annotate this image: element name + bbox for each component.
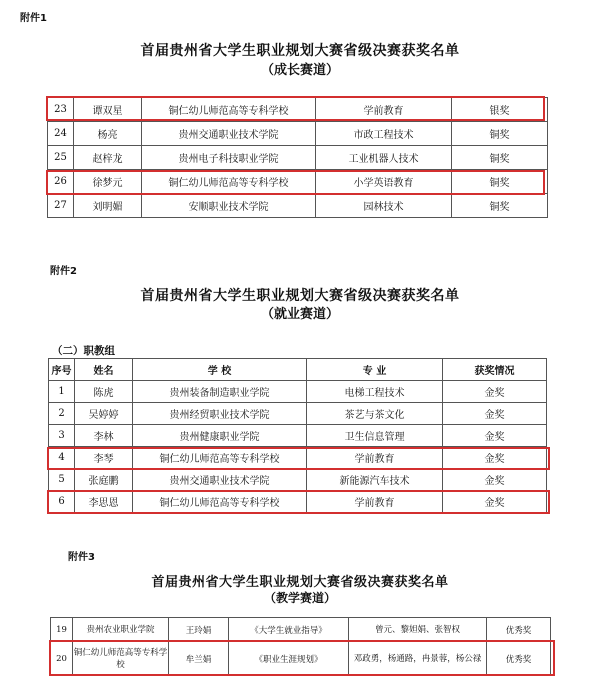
cell-award: 金奖 — [443, 491, 547, 513]
doc2-subtitle: （就业赛道） — [260, 307, 339, 322]
table-row — [51, 618, 551, 642]
cell-no: 6 — [49, 491, 75, 513]
cell-school: 贵州农业职业学院 — [73, 618, 169, 642]
cell-award: 银奖 — [452, 98, 548, 122]
cell-school: 贵州经贸职业技术学院 — [133, 403, 307, 425]
cell-no: 20 — [51, 642, 73, 676]
cell-name: 刘明媚 — [74, 194, 142, 218]
cell-major: 园林技术 — [316, 194, 452, 218]
table-row — [51, 642, 551, 676]
cell-no: 1 — [49, 381, 75, 403]
attachment-1-label: 附件1 — [20, 13, 47, 24]
cell-school: 铜仁幼儿师范高等专科学校 — [142, 170, 316, 194]
cell-major: 工业机器人技术 — [316, 146, 452, 170]
table-row — [49, 425, 547, 447]
table-row — [49, 491, 547, 513]
cell-school: 贵州交通职业技术学院 — [142, 122, 316, 146]
col-header-no: 序号 — [49, 359, 75, 381]
table-row — [48, 170, 548, 194]
col-header-school: 学 校 — [133, 359, 307, 381]
cell-name: 李林 — [75, 425, 133, 447]
cell-no: 4 — [49, 447, 75, 469]
cell-no: 25 — [48, 146, 74, 170]
cell-major: 市政工程技术 — [316, 122, 452, 146]
table-row — [49, 381, 547, 403]
table-row — [48, 122, 548, 146]
cell-name: 徐梦元 — [74, 170, 142, 194]
table-row — [48, 146, 548, 170]
table-row — [48, 194, 548, 218]
cell-major: 新能源汽车技术 — [307, 469, 443, 491]
cell-award: 金奖 — [443, 425, 547, 447]
cell-name: 赵梓龙 — [74, 146, 142, 170]
cell-school: 铜仁幼儿师范高等专科学校 — [142, 98, 316, 122]
cell-major: 卫生信息管理 — [307, 425, 443, 447]
attachment-3-label: 附件3 — [68, 552, 95, 563]
cell-name: 谭双星 — [74, 98, 142, 122]
cell-school: 贵州电子科技职业学院 — [142, 146, 316, 170]
doc3-subtitle: （教学赛道） — [263, 591, 336, 605]
cell-school: 安顺职业技术学院 — [142, 194, 316, 218]
cell-major: 学前教育 — [307, 447, 443, 469]
table-row — [49, 469, 547, 491]
table-row — [48, 98, 548, 122]
group-label: （二）职教组 — [52, 345, 115, 357]
cell-name: 陈虎 — [75, 381, 133, 403]
cell-work: 《大学生就业指导》 — [229, 618, 349, 642]
doc1-subtitle: （成长赛道） — [260, 63, 339, 78]
cell-name: 李思恩 — [75, 491, 133, 513]
doc1-award-table — [47, 97, 548, 218]
cell-award: 金奖 — [443, 469, 547, 491]
cell-name: 张庭鹏 — [75, 469, 133, 491]
cell-no: 24 — [48, 122, 74, 146]
doc1-title: 首届贵州省大学生职业规划大赛省级决赛获奖名单 — [140, 43, 460, 59]
cell-no: 23 — [48, 98, 74, 122]
cell-award: 铜奖 — [452, 170, 548, 194]
cell-name: 杨亮 — [74, 122, 142, 146]
cell-work: 《职业生涯规划》 — [229, 642, 349, 676]
col-header-award: 获奖情况 — [443, 359, 547, 381]
cell-no: 5 — [49, 469, 75, 491]
cell-school: 铜仁幼儿师范高等专科学校 — [133, 491, 307, 513]
cell-members: 曾元、黎妲娟、张智权 — [349, 618, 487, 642]
cell-no: 3 — [49, 425, 75, 447]
table-row — [49, 403, 547, 425]
cell-leader: 牟兰娟 — [169, 642, 229, 676]
cell-no: 2 — [49, 403, 75, 425]
cell-award: 优秀奖 — [487, 618, 551, 642]
cell-no: 27 — [48, 194, 74, 218]
cell-major: 小学英语教育 — [316, 170, 452, 194]
cell-no: 26 — [48, 170, 74, 194]
cell-school: 贵州装备制造职业学院 — [133, 381, 307, 403]
doc3-title: 首届贵州省大学生职业规划大赛省级决赛获奖名单 — [151, 575, 449, 590]
cell-school: 贵州健康职业学院 — [133, 425, 307, 447]
cell-leader: 王玲娟 — [169, 618, 229, 642]
cell-major: 学前教育 — [316, 98, 452, 122]
cell-award: 铜奖 — [452, 194, 548, 218]
cell-name: 李琴 — [75, 447, 133, 469]
cell-no: 19 — [51, 618, 73, 642]
doc2-title: 首届贵州省大学生职业规划大赛省级决赛获奖名单 — [140, 288, 460, 304]
cell-award: 铜奖 — [452, 146, 548, 170]
cell-school: 铜仁幼儿师范高等专科学校 — [73, 642, 169, 676]
cell-award: 金奖 — [443, 403, 547, 425]
cell-major: 茶艺与茶文化 — [307, 403, 443, 425]
cell-award: 优秀奖 — [487, 642, 551, 676]
cell-name: 吴婷婷 — [75, 403, 133, 425]
cell-school: 铜仁幼儿师范高等专科学校 — [133, 447, 307, 469]
col-header-major: 专 业 — [307, 359, 443, 381]
cell-award: 金奖 — [443, 381, 547, 403]
cell-award: 铜奖 — [452, 122, 548, 146]
attachment-2-label: 附件2 — [50, 266, 77, 277]
table-row — [49, 447, 547, 469]
doc2-award-table — [48, 358, 547, 513]
cell-school: 贵州交通职业技术学院 — [133, 469, 307, 491]
cell-major: 学前教育 — [307, 491, 443, 513]
cell-major: 电梯工程技术 — [307, 381, 443, 403]
cell-members: 邓政勇，杨通路，冉景蓉，杨公禄 — [349, 642, 487, 676]
doc3-award-table — [50, 617, 551, 676]
cell-award: 金奖 — [443, 447, 547, 469]
col-header-name: 姓名 — [75, 359, 133, 381]
